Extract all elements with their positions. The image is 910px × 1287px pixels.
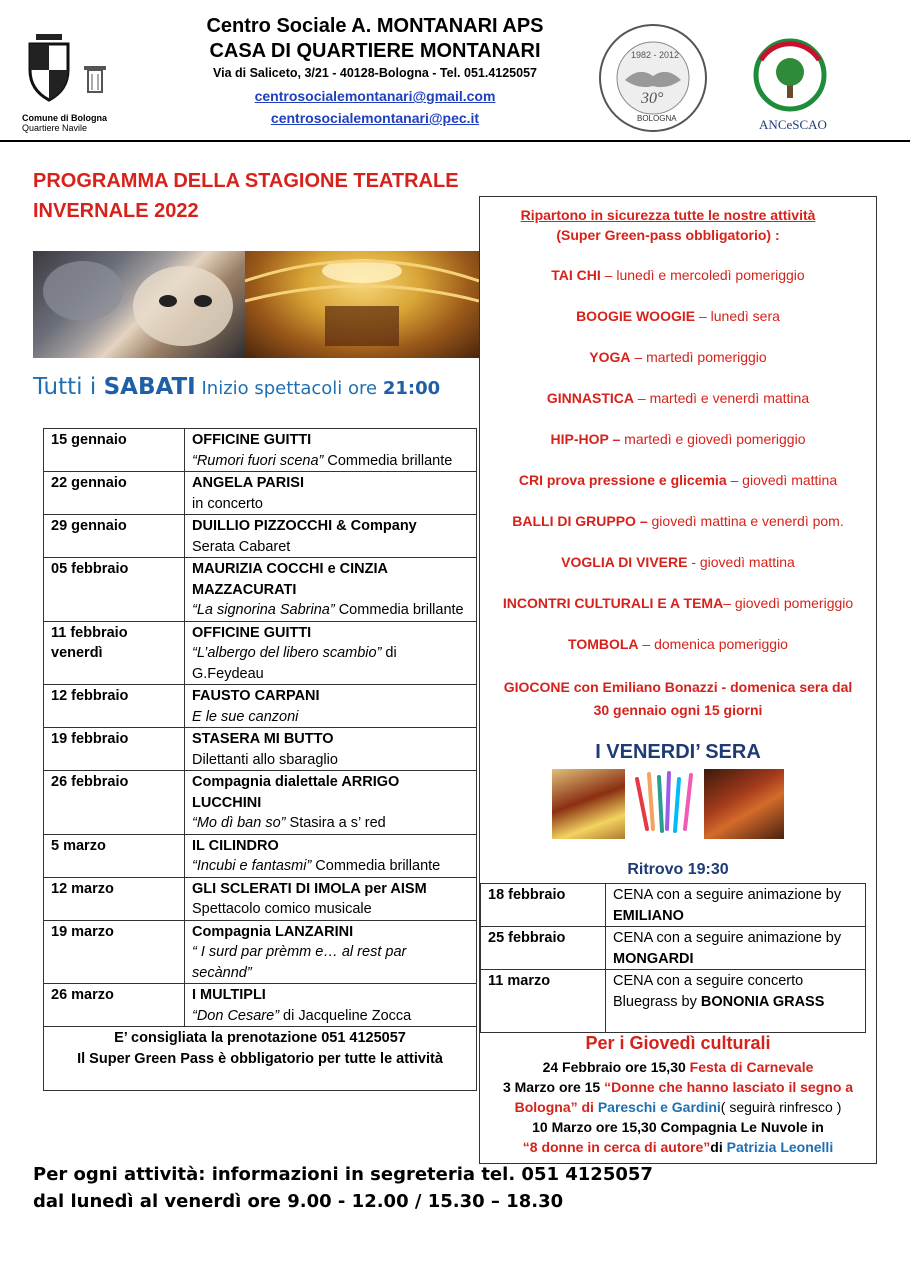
shows-table <box>43 428 477 1091</box>
dancers-image <box>627 769 702 839</box>
activity-name: VOGLIA DI VIVERE <box>561 554 688 570</box>
table-row <box>44 834 477 877</box>
date-cell <box>44 877 185 920</box>
activities-heading <box>480 205 856 245</box>
show-detail: di Jacqueline Zocca <box>279 1007 412 1024</box>
table-row <box>44 771 477 835</box>
date-cell <box>481 970 606 1033</box>
show-date: 05 febbraio <box>51 561 129 577</box>
show-detail: di G.Feydeau <box>192 645 397 682</box>
event-cell <box>606 927 866 970</box>
venerdi-text: CENA con a seguire animazione by <box>613 887 842 903</box>
table-row <box>44 472 477 515</box>
show-detail: Spettacolo comico musicale <box>192 901 372 917</box>
date-cell <box>481 884 606 927</box>
program-title <box>33 166 483 226</box>
show-date-day: venerdì <box>51 645 103 661</box>
giovedi-line5 <box>480 1137 876 1157</box>
activity-when: – giovedì pomeriggio <box>723 595 854 611</box>
table-row <box>481 927 866 970</box>
table-row <box>44 920 477 984</box>
centro-seal-logo <box>593 22 713 134</box>
date-cell <box>44 984 185 1027</box>
table-row <box>481 884 866 927</box>
giovedi-authors: Pareschi e Gardini <box>597 1099 721 1115</box>
activity-name: CRI prova pressione e glicemia <box>518 472 727 488</box>
activity-when: – lunedì sera <box>695 308 780 324</box>
header-address: Via di Saliceto, 3/21 - 40128-Bologna - Tel. 051.4125057 <box>212 66 537 80</box>
activity-item <box>480 308 876 324</box>
show-date: 22 gennaio <box>51 475 127 491</box>
show-cell <box>185 621 477 685</box>
activity-name: TAI CHI <box>551 267 601 283</box>
date-cell <box>44 728 185 771</box>
table-row <box>481 970 866 1033</box>
table-row <box>44 877 477 920</box>
show-performer: ANGELA PARISI <box>192 475 304 491</box>
show-date: 12 marzo <box>51 880 114 897</box>
table-row <box>44 728 477 771</box>
giovedi-line1 <box>480 1057 876 1077</box>
greenpass-note: Il Super Green Pass è obbligatorio per tutte le attività <box>77 1050 443 1067</box>
email-gmail-link[interactable]: centrosocialemontanari@gmail.com <box>254 88 496 104</box>
date-cell <box>44 621 185 685</box>
show-performer: OFFICINE GUITTI <box>192 624 312 641</box>
show-performer: DUILLIO PIZZOCCHI & Company <box>192 518 417 534</box>
show-date: 5 marzo <box>51 837 106 854</box>
venerdi-text: CENA con a seguire animazione by <box>613 930 842 946</box>
giovedi-date2: 3 Marzo ore 15 <box>502 1079 605 1095</box>
comune-logo <box>22 30 107 133</box>
date-cell <box>44 771 185 835</box>
venerdi-date: 11 marzo <box>488 973 551 989</box>
venerdi-title: I VENERDI’ SERA <box>595 741 761 763</box>
show-detail: Stasira a s’ red <box>285 815 386 831</box>
quartiere-name: Quartiere Navile <box>22 123 88 133</box>
activity-item <box>480 513 876 529</box>
show-performer: GLI SCLERATI DI IMOLA per AISM <box>192 880 427 897</box>
show-performer: Compagnia LANZARINI <box>192 923 354 940</box>
giovedi-line3 <box>480 1097 876 1117</box>
show-title: “Incubi e fantasmi” <box>192 858 312 874</box>
ritrovo-time: Ritrovo 19:30 <box>627 861 729 878</box>
show-cell <box>185 771 477 835</box>
sabati-bold: SABATI <box>103 374 196 400</box>
date-cell <box>44 685 185 728</box>
header-divider <box>0 140 910 142</box>
activity-when: – martedì e venerdì mattina <box>634 390 810 406</box>
activity-item <box>480 472 876 488</box>
anceschao-name: ANCeSCAO <box>759 117 827 132</box>
giocone-note <box>480 677 876 720</box>
date-cell <box>44 472 185 515</box>
activity-item <box>480 267 876 283</box>
date-cell <box>44 920 185 984</box>
activity-name: BOOGIE WOOGIE <box>576 308 696 324</box>
shows-table-footer <box>44 1027 477 1091</box>
show-performer: FAUSTO CARPANI <box>192 688 320 704</box>
show-cell <box>185 877 477 920</box>
show-performer: I MULTIPLI <box>192 987 266 1003</box>
show-detail: Commedia brillante <box>334 602 464 618</box>
show-performer: STASERA MI BUTTO <box>192 731 334 747</box>
date-cell <box>44 558 185 622</box>
giovedi-rinfresco: ( seguirà rinfresco ) <box>720 1099 842 1115</box>
activity-name: BALLI DI GRUPPO – <box>512 513 648 529</box>
sabati-prefix: Tutti i <box>33 374 104 400</box>
show-date: 19 marzo <box>51 923 114 940</box>
activity-when: – lunedì e mercoledì pomeriggio <box>600 267 805 283</box>
giovedi-title: Per i Giovedì culturali <box>585 1033 771 1053</box>
bologna-crest-icon <box>22 30 107 108</box>
show-title: “La signorina Sabrina” <box>192 602 335 618</box>
tree-logo-icon <box>750 38 836 112</box>
giovedi-play: “8 donne in cerca di autore” <box>522 1139 711 1155</box>
giovedi-author: Patrizia Leonelli <box>726 1139 834 1155</box>
show-detail: Serata Cabaret <box>192 538 291 555</box>
show-date: 29 gennaio <box>51 518 127 534</box>
giocone-line2: 30 gennaio ogni 15 giorni <box>593 702 763 718</box>
show-cell <box>185 834 477 877</box>
seal-years: 1982 - 2012 <box>631 50 680 60</box>
anceschao-logo <box>750 38 836 134</box>
table-row <box>44 984 477 1027</box>
show-title: “Don Cesare” <box>192 1007 280 1024</box>
event-cell <box>606 884 866 927</box>
info-line2: dal lunedì al venerdì ore 9.00 - 12.00 / 15.30 – 18.30 <box>33 1191 564 1212</box>
activity-when: giovedì mattina e venerdì pom. <box>647 513 844 529</box>
show-title: E le sue canzoni <box>192 708 299 725</box>
activity-when: – martedì pomeriggio <box>630 349 767 365</box>
venerdi-date: 25 febbraio <box>488 930 566 946</box>
venerdi-performer: EMILIANO <box>613 907 684 924</box>
show-date: 26 febbraio <box>51 774 129 790</box>
date-cell <box>44 834 185 877</box>
activity-when: martedì e giovedì pomeriggio <box>620 431 806 447</box>
program-title-line2: INVERNALE 2022 <box>33 200 199 222</box>
activity-name: HIP-HOP – <box>550 431 621 447</box>
show-performer: Compagnia dialettale ARRIGO LUCCHINI <box>192 774 400 811</box>
giovedi-di: di <box>710 1139 727 1155</box>
header-line1: Centro Sociale A. MONTANARI APS <box>206 15 544 37</box>
date-cell <box>44 515 185 558</box>
theatre-masks-icon <box>33 251 245 358</box>
sabati-heading <box>33 374 440 400</box>
show-performer: OFFICINE GUITTI <box>192 432 312 448</box>
program-title-line1: PROGRAMMA DELLA STAGIONE TEATRALE <box>33 170 459 192</box>
show-title: “Mo dì ban so” <box>192 815 286 831</box>
activity-item <box>480 636 876 652</box>
venerdi-table <box>480 883 866 1033</box>
seal-anniversary: 30° <box>641 90 664 107</box>
activity-when: – domenica pomeriggio <box>638 636 788 652</box>
show-title: “Rumori fuori scena” <box>192 452 324 469</box>
giovedi-line4: 10 Marzo ore 15,30 Compagnia Le Nuvole in <box>532 1119 824 1135</box>
info-line1: Per ogni attività: informazioni in segreteria tel. 051 4125057 <box>33 1164 653 1185</box>
show-title: “ I surd par prèmm e… al rest par secànnd” <box>192 944 407 981</box>
venerdi-date: 18 febbraio <box>488 887 566 903</box>
show-date: 19 febbraio <box>51 731 129 747</box>
giovedi-event2: “Donne che hanno lasciato il segno a <box>604 1079 854 1095</box>
giovedi-line2 <box>480 1077 876 1097</box>
food-image <box>552 769 625 839</box>
giovedi-date1: 24 Febbraio ore 15,30 <box>542 1059 690 1075</box>
show-cell <box>185 685 477 728</box>
table-row <box>44 558 477 622</box>
table-row <box>44 515 477 558</box>
activity-item <box>480 349 876 365</box>
activities-heading-line2: (Super Green-pass obbligatorio) : <box>556 227 780 243</box>
activity-name: YOGA <box>589 349 631 365</box>
show-detail: Commedia brillante <box>323 452 453 469</box>
giovedi-event1: Festa di Carnevale <box>689 1059 814 1075</box>
show-cell <box>185 984 477 1027</box>
activity-name: TOMBOLA <box>568 636 639 652</box>
seal-city: BOLOGNA <box>637 114 677 123</box>
show-cell <box>185 429 477 472</box>
show-cell <box>185 920 477 984</box>
date-cell <box>44 429 185 472</box>
show-title: “L’albergo del libero scambio” <box>192 645 382 661</box>
show-detail: in concerto <box>192 495 263 512</box>
activity-item <box>480 431 876 447</box>
show-performer: IL CILINDRO <box>192 837 279 854</box>
theatre-hall-icon <box>245 251 479 358</box>
show-date: 26 marzo <box>51 987 114 1003</box>
email-pec-link[interactable]: centrosocialemontanari@pec.it <box>270 110 480 126</box>
comune-name: Comune di Bologna <box>22 113 107 123</box>
event-cell <box>606 970 866 1033</box>
activity-item <box>480 595 876 611</box>
activities-heading-line1: Ripartono in sicurezza tutte le nostre attività <box>520 207 816 223</box>
table-row <box>44 429 477 472</box>
dancers-icon <box>627 769 702 839</box>
sabati-time: 21:00 <box>382 378 441 399</box>
grill-image <box>704 769 784 839</box>
show-cell <box>185 558 477 622</box>
table-row <box>44 621 477 685</box>
show-date: 15 gennaio <box>51 432 127 448</box>
activity-when: – giovedì mattina <box>726 472 838 488</box>
venerdi-performer: MONGARDI <box>613 950 694 967</box>
show-cell <box>185 728 477 771</box>
giovedi-event2-cont: Bologna” di <box>514 1099 598 1115</box>
activity-name: GINNASTICA <box>546 390 635 406</box>
booking-note: E’ consigliata la prenotazione 051 4125057 <box>114 1030 406 1046</box>
sabati-middle: Inizio spettacoli ore <box>195 378 383 399</box>
header-line2: CASA DI QUARTIERE MONTANARI <box>209 40 541 62</box>
activity-name: INCONTRI CULTURALI E A TEMA <box>502 595 724 611</box>
show-date: 12 febbraio <box>51 688 129 704</box>
show-performer: MAURIZIA COCCHI e CINZIA MAZZACURATI <box>192 561 388 598</box>
show-detail: Dilettanti allo sbaraglio <box>192 751 338 768</box>
show-cell <box>185 472 477 515</box>
show-date: 11 febbraio <box>51 624 128 641</box>
activity-item <box>480 554 876 570</box>
masks-image <box>33 251 245 358</box>
opera-house-image <box>245 251 479 358</box>
venerdi-text: CENA con a seguire concerto Bluegrass by <box>613 973 804 1010</box>
activity-when: - giovedì mattina <box>687 554 795 570</box>
show-cell <box>185 515 477 558</box>
activity-item <box>480 390 876 406</box>
venerdi-performer: BONONIA GRASS <box>700 993 825 1010</box>
giocone-line1: GIOCONE con Emiliano Bonazzi - domenica sera dal <box>503 679 853 695</box>
table-row <box>44 685 477 728</box>
date-cell <box>481 927 606 970</box>
show-detail: Commedia brillante <box>311 858 441 874</box>
